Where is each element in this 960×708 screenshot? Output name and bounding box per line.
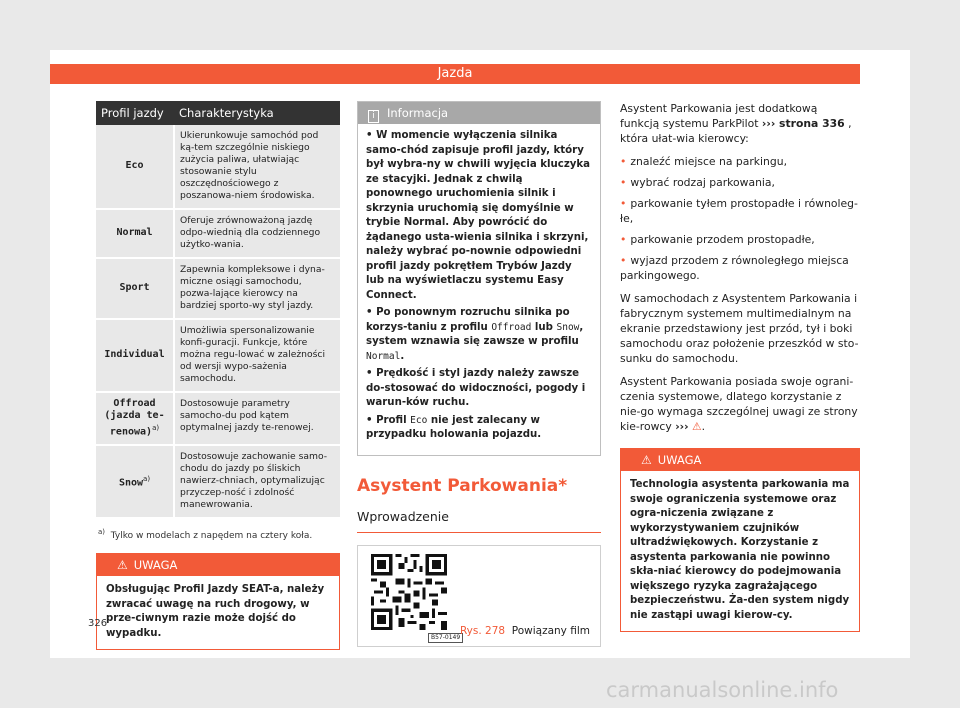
paragraph-limits: Asystent Parkowania posiada swoje ograni-czenia systemowe, dlatego korzystanie z nie-go wymaga szczególnej uwagi ze strony kie-rowcy ››› ⚠. — [620, 375, 858, 433]
mode-offroad-label: Offroad (jazda te-renowa) — [104, 398, 165, 438]
bullet-icon: • — [620, 155, 627, 168]
footnote-ref: a) — [152, 424, 160, 432]
list-item — [620, 253, 860, 283]
list-item — [620, 154, 860, 169]
info-item: • Po ponownym rozruchu silnika po korzys-taniu z profilu Offroad lub Snow, system wznawia się zawsze w profilu Normal. — [366, 307, 584, 362]
header-profile: Profil jazdy — [96, 101, 174, 125]
page-number: 326 — [88, 618, 108, 629]
column-middle — [357, 101, 601, 647]
profile-code: Offroad — [491, 321, 532, 333]
info-title: Informacja — [387, 106, 449, 120]
mode-description: Umożliwia spersonalizowanie konfi-guracji. Funkcje, które można regu-lować w zależności od wersji wypo-sażenia samochodu. — [174, 319, 340, 392]
warning-title: UWAGA — [657, 453, 702, 467]
info-icon: i — [368, 110, 379, 123]
figure-code: B57-0149 — [428, 633, 463, 643]
figure-caption — [460, 625, 590, 637]
warning-title: UWAGA — [133, 558, 178, 573]
figure-caption-text: Powiązany film — [511, 624, 590, 637]
list-item-text: parkowanie przodem prostopadłe, — [630, 233, 815, 246]
info-header — [358, 102, 600, 124]
paragraph: W samochodach z Asystentem Parkowania i fabrycznym systemem multimedialnym na ekranie przedstawiony jest przód, tył i boki samochodu oraz położenie przeszkód w sto-sunku do samochodu. — [620, 292, 859, 365]
page-reference-link[interactable]: strona 336 — [775, 117, 845, 130]
warning-box — [96, 553, 340, 650]
footnote-marker: a) — [98, 528, 106, 537]
figure-box — [357, 545, 601, 647]
list-item — [620, 196, 860, 226]
table-row — [96, 258, 340, 319]
profile-code: Eco — [410, 414, 428, 426]
profile-code: Normal — [366, 350, 401, 362]
bullet-icon: • — [620, 254, 627, 267]
driving-profile-table — [96, 101, 340, 519]
warning-header — [97, 554, 339, 576]
paragraph-text: Asystent Parkowania posiada swoje ograni-czenia systemowe, dlatego korzystanie z nie-go wymaga szczególnej uwagi ze strony kie-rowcy — [620, 375, 858, 433]
footnote-text: Tylko w modelach z napędem na cztery koła. — [110, 531, 313, 542]
info-item: • W momencie wyłączenia silnika samo-chód zapisuje profil jazdy, który był wybra-ny w chwili wyjęcia kluczyka ze stacyjki. Jednak z chwilą ponownego uruchomienia silnik i skrzynia uruchomią się domyślnie w trybie Normal. Aby powrócić do żądanego usta-wienia silnika i skrzyni, należy wybrać po-nownie odpowiedni profil jazdy pokrętłem Trybów Jazdy lub na wyświetlaczu systemu Easy Connect. — [366, 130, 591, 301]
table-row — [96, 392, 340, 445]
table-row — [96, 319, 340, 392]
info-text: Profil — [376, 414, 411, 426]
mode-description: Ukierunkowuje samochód pod ką-tem szczególnie niskiego zużycia paliwa, ułatwiając stosowanie stylu oszczędnościowego z poszanowa-niem środowiska. — [174, 125, 340, 209]
list-item-text: parkowanie tyłem prostopadłe i równoleg-łe, — [620, 197, 858, 225]
column-left — [96, 101, 340, 650]
table-header-row — [96, 101, 340, 125]
table-row — [96, 445, 340, 518]
chapter-header — [50, 64, 860, 84]
list-item-text: wyjazd przodem z równoległego miejsca parkingowego. — [620, 254, 849, 282]
intro-paragraph — [620, 101, 860, 146]
list-item-text: wybrać rodzaj parkowania, — [630, 176, 775, 189]
info-text: nie jest zalecany w przypadku holowania pojazdu. — [366, 414, 542, 440]
warning-triangle-icon[interactable]: ⚠ — [691, 420, 702, 433]
info-text: W momencie wyłączenia silnika samo-chód zapisuje profil jazdy, który był wybra-ny w chwili wyjęcia kluczyka ze stacyjki. Jednak z chwilą ponownego uruchomienia silnik i skrzynia uruchomią się domyślnie w trybie Normal. Aby powrócić do żądanego usta-wienia silnika i skrzyni, należy wybrać po-nownie odpowiedni profil jazdy pokrętłem Trybów Jazdy lub na wyświetlaczu systemu Easy Connect. — [366, 130, 591, 301]
intro-text: Asystent Parkowania jest dodatkową funkcją systemu ParkPilot — [620, 102, 818, 130]
bullet-icon: • — [620, 197, 627, 210]
section-subtitle: Wprowadzenie — [357, 509, 601, 533]
list-item-text: znaleźć miejsce na parkingu, — [630, 155, 787, 168]
info-item: • Prędkość i styl jazdy należy zawsze do-stosować do widoczności, pogody i warun-ków ruchu. — [366, 368, 586, 408]
warning-text: Technologia asystenta parkowania ma swoje ograniczenia systemowe oraz ogra-niczenia związane z wykorzystywaniem czujników ultradźwiękowych. Korzystanie z asystenta parkowania nie powinno skła-niać kierowcy do podejmowania większego ryzyka zagrażającego bezpieczeństwu. Ża-den system nigdy nie zastąpi uwagi kierow-cy. — [630, 479, 850, 621]
mode-description: Dostosowuje zachowanie samo-chodu do jazdy po śliskich nawierz-chniach, optymalizując przyczep-ność i zdolność manewrowania. — [174, 445, 340, 518]
info-text: lub — [531, 321, 557, 333]
warning-triangle-icon: ⚠ — [117, 558, 128, 573]
mode-description: Zapewnia kompleksowe i dyna-miczne osiągi samochodu, pozwa-lające kierowcy na bardziej sporto-wy styl jazdy. — [174, 258, 340, 319]
mode-offroad — [96, 392, 174, 445]
table-row — [96, 209, 340, 258]
info-text: Po ponownym rozruchu silnika po korzys-taniu z profilu — [366, 307, 570, 333]
footnote — [96, 528, 340, 541]
mode-sport: Sport — [96, 258, 174, 319]
mode-eco: Eco — [96, 125, 174, 209]
warning-header — [621, 449, 859, 471]
list-item — [620, 232, 860, 247]
mode-description: Dostosowuje parametry samocho-du pod kątem optymalnej jazdy te-renowej. — [174, 392, 340, 445]
figure-label: Rys. 278 — [459, 624, 506, 637]
mode-snow-label: Snow — [118, 477, 144, 489]
bullet-icon: • — [620, 176, 627, 189]
info-box — [357, 101, 601, 456]
header-characteristic: Charakterystyka — [174, 101, 340, 125]
info-text: . — [400, 350, 405, 362]
profile-code: Snow — [556, 321, 580, 333]
table-row — [96, 125, 340, 209]
info-text: Prędkość i styl jazdy należy zawsze do-stosować do widoczności, pogody i warun-ków ruchu. — [366, 368, 586, 408]
cross-ref-arrow: ››› — [675, 420, 689, 433]
column-right — [620, 101, 860, 632]
warning-text: Obsługując Profil Jazdy SEAT-a, należy zwracać uwagę na ruch drogowy, w prze-ciwnym razie może dojść do wypadku. — [106, 584, 325, 639]
footnote-ref: a) — [143, 475, 151, 484]
mode-snow — [96, 445, 174, 518]
warning-box — [620, 448, 860, 632]
info-text: , system wznawia się zawsze w profilu — [366, 321, 584, 347]
qr-code-icon[interactable] — [371, 554, 447, 630]
mode-individual: Individual — [96, 319, 174, 392]
mode-normal: Normal — [96, 209, 174, 258]
warning-triangle-icon: ⚠ — [641, 453, 652, 467]
intro-text: , która ułat-wia kierowcy: — [620, 117, 852, 145]
list-item — [620, 175, 860, 190]
cross-ref-arrow: ››› — [761, 117, 776, 130]
mode-description: Oferuje zrównoważoną jazdę odpo-wiednią dla codziennego użytko-wania. — [174, 209, 340, 258]
bullet-icon: • — [620, 233, 627, 246]
info-item: • Profil Eco nie jest zalecany w przypadku holowania pojazdu. — [366, 414, 542, 440]
info-body — [358, 124, 600, 455]
feature-list — [620, 154, 860, 283]
section-title: Asystent Parkowania* — [357, 475, 568, 496]
chapter-title: Jazda — [437, 66, 473, 81]
watermark: carmanualsonline.info — [606, 678, 839, 702]
